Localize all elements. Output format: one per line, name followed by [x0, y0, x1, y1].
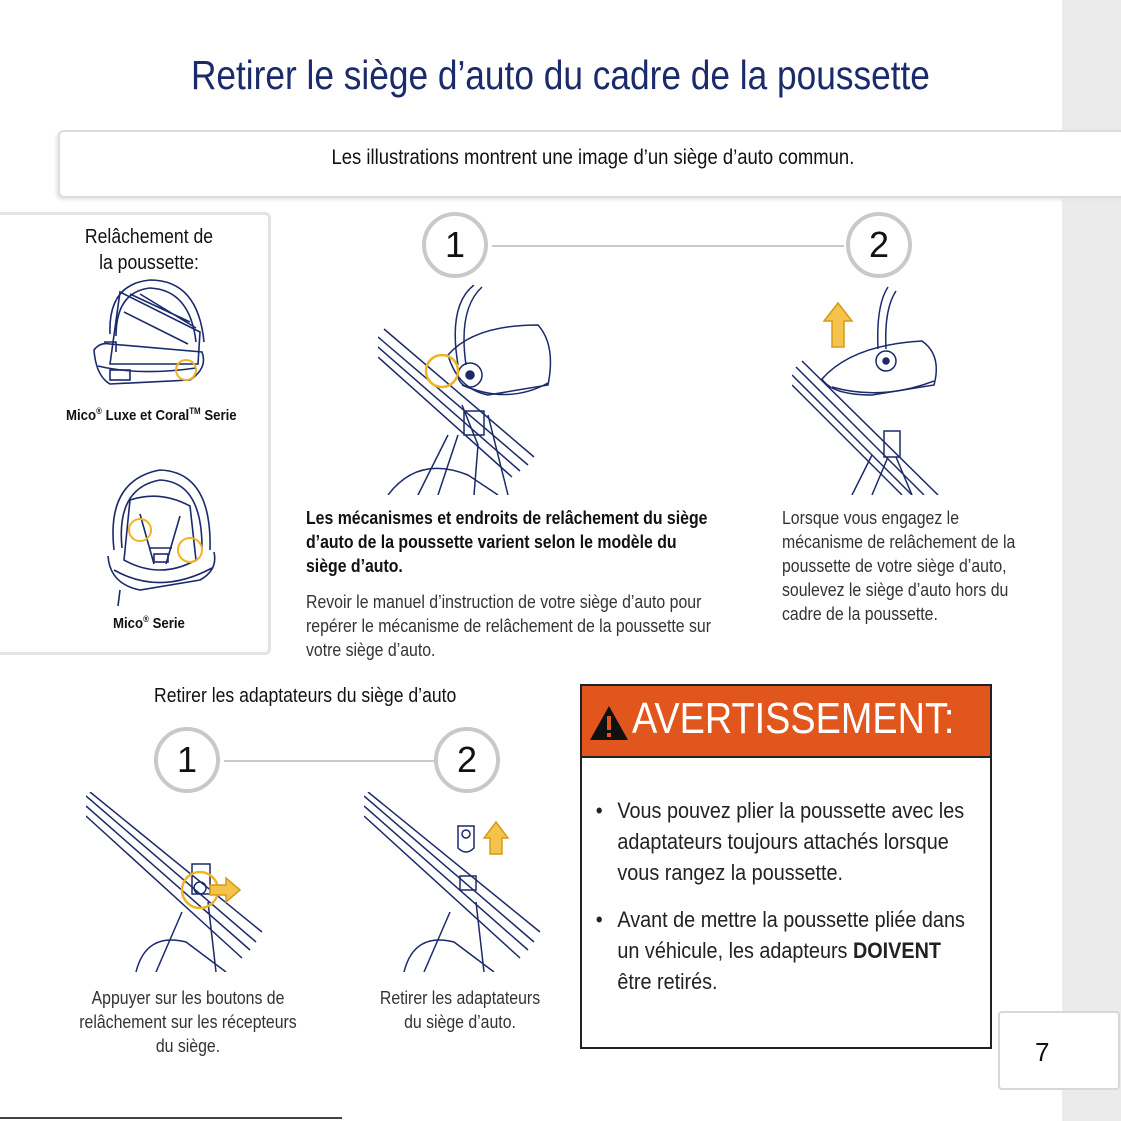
seat2-brand: Mico — [113, 615, 144, 632]
seat1-caption — [66, 406, 237, 424]
page-number: 7 — [1035, 1037, 1050, 1067]
car-seat-luxe-illustration — [80, 272, 220, 397]
warning-item-1: • Vous pouvez plier la poussette avec les adaptateurs toujours attachés lorsque vous rangez la poussette. — [594, 795, 977, 888]
release-step-1-text: Revoir le manuel d’instruction de votre siège d’auto pour repérer le mécanisme de relâchement de la poussette sur votre siège d’auto. — [306, 592, 712, 660]
adapter-step-1-text: Appuyer sur les boutons de relâchement sur les récepteurs du siège. — [79, 988, 297, 1056]
seat1-model: Luxe et Coral — [101, 407, 190, 424]
sidebar-heading — [35, 224, 262, 276]
release-step-connector — [492, 245, 844, 247]
adapter-step-1-illustration — [86, 792, 266, 972]
warning-title: AVERTISSEMENT: — [632, 694, 955, 743]
page-number-box — [998, 1011, 1120, 1090]
seat1-series: Serie — [200, 407, 237, 424]
warning-item-2-emphasis: DOIVENT — [852, 938, 941, 963]
warning-item-2-prefix: Avant de mettre la poussette pliée dans un véhicule, les adapteurs — [617, 907, 965, 963]
release-step-2-text: Lorsque vous engagez le mécanisme de relâchement de la poussette de votre siège d’auto, soulevez le siège d’auto hors du cadre de la poussette. — [782, 508, 1016, 624]
car-seat-mico-illustration — [100, 460, 220, 610]
seat2-caption — [113, 614, 185, 632]
warning-item-2 — [594, 904, 977, 997]
reg-mark: ® — [96, 406, 102, 416]
illustration-notice-text: Les illustrations montrent une image d’un siège d’auto commun. — [331, 146, 855, 169]
warning-list — [594, 795, 984, 1013]
page-title: Retirer le siège d’auto du cadre de la poussette — [190, 52, 930, 98]
adapter-step-1-circle: 1 — [154, 727, 220, 793]
footer-rule — [0, 1117, 342, 1119]
release-step-1-circle: 1 — [422, 212, 488, 278]
lift-arrow-icon — [824, 303, 852, 347]
seat2-series: Serie — [148, 615, 185, 632]
adapter-step-2-illustration — [364, 792, 544, 972]
sidebar-heading-line1: Relâchement de — [84, 226, 214, 248]
sidebar-heading-line2: la poussette: — [99, 252, 199, 274]
adapter-step-connector — [224, 760, 436, 762]
seat1-brand: Mico — [66, 407, 97, 424]
tm-mark: TM — [189, 406, 201, 416]
adapter-section-heading: Retirer les adaptateurs du siège d’auto — [154, 685, 457, 707]
warning-triangle-icon — [588, 704, 630, 742]
release-step-1-bold: Les mécanismes et endroits de relâchement du siège d’auto de la poussette varient selon le modèle du siège d’auto. — [306, 508, 708, 576]
warning-item-2-suffix: être retirés. — [617, 969, 718, 994]
adapter-step-2-text: Retirer les adaptateurs du siège d’auto. — [379, 988, 541, 1032]
release-step-2-illustration — [792, 285, 942, 495]
reg-mark-2: ® — [143, 614, 149, 624]
remove-arrow-icon — [484, 822, 508, 854]
adapter-step-2-circle: 2 — [434, 727, 500, 793]
release-step-1-illustration — [378, 285, 553, 495]
release-step-2-circle: 2 — [846, 212, 912, 278]
